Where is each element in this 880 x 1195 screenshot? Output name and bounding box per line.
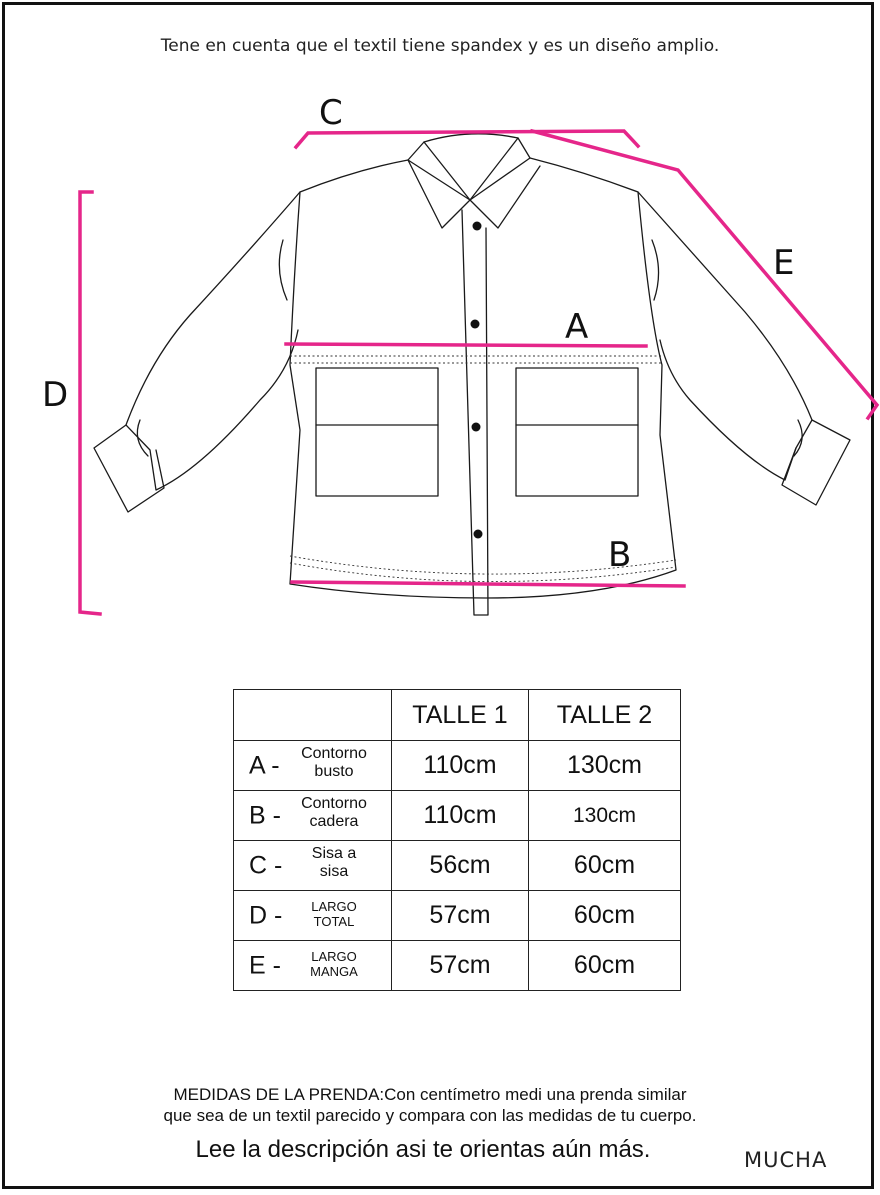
collar <box>408 138 530 200</box>
row-letter: C - <box>249 851 283 879</box>
button-1 <box>473 222 482 231</box>
row-name: LARGO MANGA <box>310 948 358 979</box>
label-a: A <box>565 307 589 347</box>
right-sleeve <box>638 192 812 480</box>
bottom-note-line-1: MEDIDAS DE LA PRENDA:Con centímetro medi una prenda similar <box>173 1085 687 1104</box>
button-4 <box>474 530 483 539</box>
measure-lines <box>80 131 877 614</box>
bottom-note <box>0 1084 860 1127</box>
row-letter: A - <box>249 751 280 779</box>
placket <box>462 210 488 615</box>
row-label <box>234 941 392 991</box>
measure-line-a <box>286 344 646 346</box>
buttons <box>471 222 483 539</box>
measure-line-d <box>80 192 100 614</box>
row-label <box>234 891 392 941</box>
table-row <box>234 791 681 841</box>
row-talle-1: 110cm <box>392 791 529 841</box>
bottom-hint: Lee la descripción asi te orientas aún más. <box>195 1136 651 1163</box>
row-talle-1: 56cm <box>392 841 529 891</box>
row-name: Sisa a sisa <box>311 844 357 881</box>
size-table <box>233 689 681 991</box>
button-2 <box>471 320 480 329</box>
brand-logo: MUCHA <box>744 1148 828 1172</box>
table-header-talle-1: TALLE 1 <box>392 690 529 741</box>
row-name: LARGO TOTAL <box>311 898 357 929</box>
right-pocket <box>516 368 638 496</box>
row-name: Contorno cadera <box>301 794 367 831</box>
shirt-outline <box>94 134 850 615</box>
row-talle-2: 60cm <box>529 841 681 891</box>
bottom-note-line-2: que sea de un textil parecido y compara con las medidas de tu cuerpo. <box>163 1106 697 1126</box>
row-label <box>234 791 392 841</box>
row-talle-2: 60cm <box>529 891 681 941</box>
row-talle-1: 110cm <box>392 741 529 791</box>
table-row <box>234 941 681 991</box>
measure-line-b <box>292 582 684 586</box>
shirt-body <box>290 158 676 598</box>
table-header-talle-2: TALLE 2 <box>529 690 681 741</box>
left-pocket <box>316 368 438 496</box>
left-sleeve <box>126 192 300 490</box>
table-row <box>234 891 681 941</box>
table-row <box>234 841 681 891</box>
button-3 <box>472 423 481 432</box>
row-talle-2: 60cm <box>529 941 681 991</box>
row-talle-2: 130cm <box>529 741 681 791</box>
row-letter: B - <box>249 801 281 829</box>
label-d: D <box>42 375 69 415</box>
label-e: E <box>773 243 795 283</box>
label-b: B <box>608 535 632 575</box>
table-row <box>234 741 681 791</box>
table-header-row <box>234 690 681 741</box>
measure-line-e <box>532 131 877 418</box>
row-letter: E - <box>249 951 281 979</box>
row-name: Contorno busto <box>301 744 367 781</box>
row-label <box>234 741 392 791</box>
table-header-empty <box>234 690 392 741</box>
row-label <box>234 841 392 891</box>
row-talle-1: 57cm <box>392 891 529 941</box>
label-c: C <box>319 93 343 133</box>
row-letter: D - <box>249 901 283 929</box>
row-talle-2: 130cm <box>529 791 681 841</box>
top-note: Tene en cuenta que el textil tiene spandex y es un diseño amplio. <box>160 36 720 56</box>
row-talle-1: 57cm <box>392 941 529 991</box>
